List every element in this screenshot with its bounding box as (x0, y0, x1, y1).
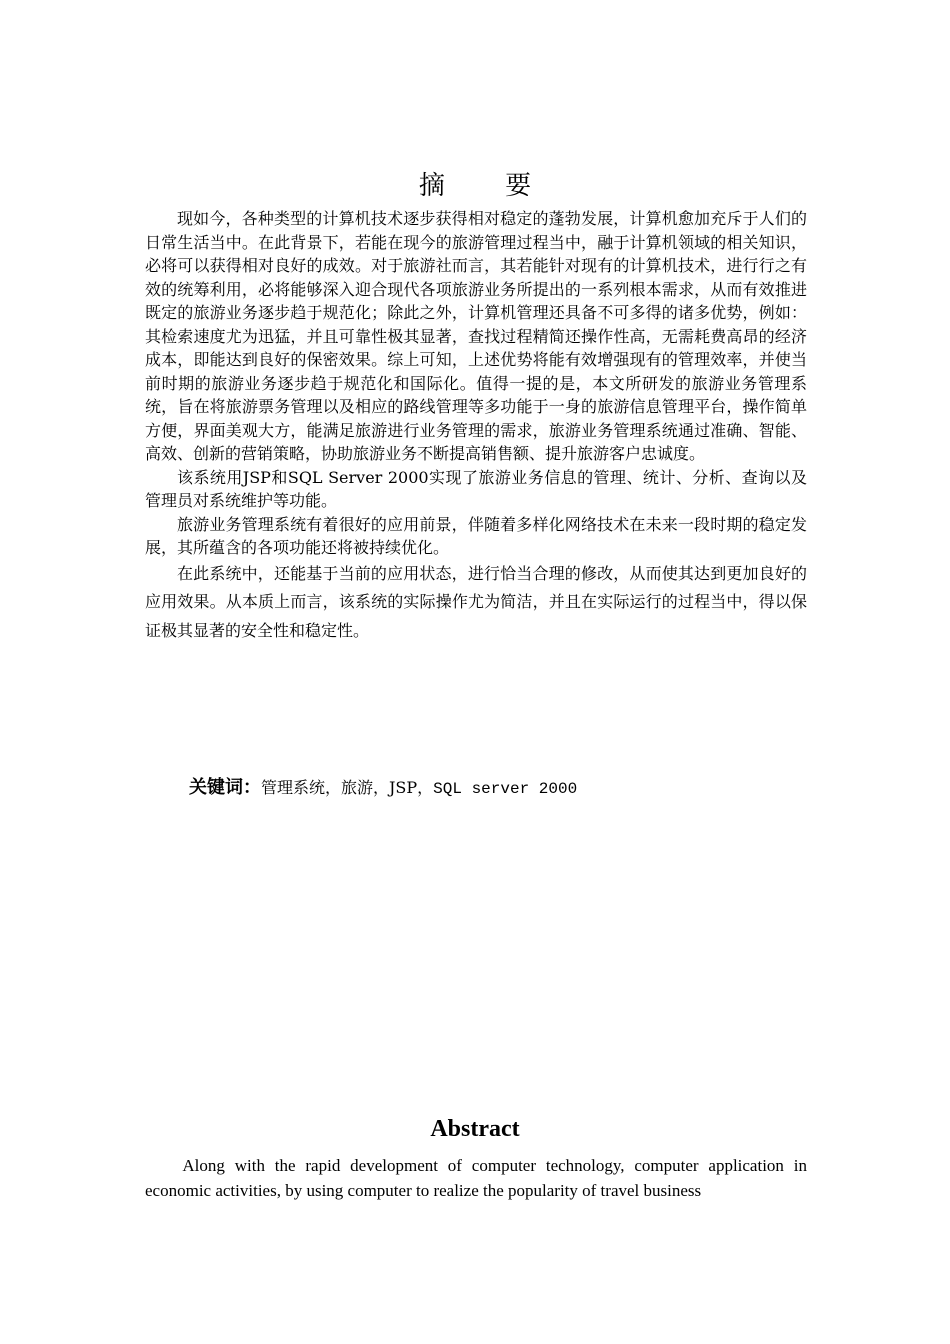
chinese-abstract-body (145, 207, 807, 645)
keywords-sql-server: SQL server 2000 (433, 780, 578, 798)
english-abstract-paragraph: Along with the rapid development of computer technology, computer application in economic activities, by using computer to realize the popularity of travel business (145, 1156, 807, 1200)
chinese-abstract-paragraph-3: 旅游业务管理系统有着很好的应用前景，伴随着多样化网络技术在未来一段时期的稳定发展，其所蕴含的各项功能还将被持续优化。 (145, 514, 807, 557)
english-abstract-body (145, 1153, 807, 1203)
chinese-abstract-paragraph-4: 在此系统中，还能基于当前的应用状态，进行恰当合理的修改，从而使其达到更加良好的应用效果。从本质上而言，该系统的实际操作尤为简洁，并且在实际运行的过程当中，得以保证极其显著的安全性和稳定性。 (145, 563, 807, 640)
chinese-abstract-title: 摘 要 (418, 171, 558, 201)
chinese-abstract-paragraph-2: 该系统用JSP和SQL Server 2000实现了旅游业务信息的管理、统计、分析、查询以及管理员对系统维护等功能。 (145, 467, 807, 510)
keywords-line (189, 773, 577, 804)
keywords-label: 关键词： (189, 777, 261, 798)
english-abstract-title: Abstract (430, 1116, 520, 1142)
chinese-abstract-paragraph-1: 现如今，各种类型的计算机技术逐步获得相对稳定的蓬勃发展，计算机愈加充斥于人们的日常生活当中。在此背景下，若能在现今的旅游管理过程当中，融于计算机领域的相关知识，必将可以获得相对良好的成效。对于旅游社而言，其若能针对现有的计算机技术，进行行之有效的统筹利用，必将能够深入迎合现代各项旅游业务所提出的一系列根本需求，从而有效推进既定的旅游业务逐步趋于规范化；除此之外，计算机管理还具备不可多得的诸多优势，例如：其检索速度尤为迅猛，并且可靠性极其显著，查找过程精简还操作性高，无需耗费高昂的经济成本，即能达到良好的保密效果。综上可知，上述优势将能有效增强现有的管理效率，并使当前时期的旅游业务逐步趋于规范化和国际化。值得一提的是，本文所研发的旅游业务管理系统，旨在将旅游票务管理以及相应的路线管理等多功能于一身的旅游信息管理平台，操作简单方便，界面美观大方，能满足旅游进行业务管理的需求，旅游业务管理系统通过准确、智能、高效、创新的营销策略，协助旅游业务不断提高销售额、提升旅游客户忠诚度。 (145, 209, 807, 463)
keywords-text: 管理系统，旅游，JSP， (261, 778, 434, 797)
